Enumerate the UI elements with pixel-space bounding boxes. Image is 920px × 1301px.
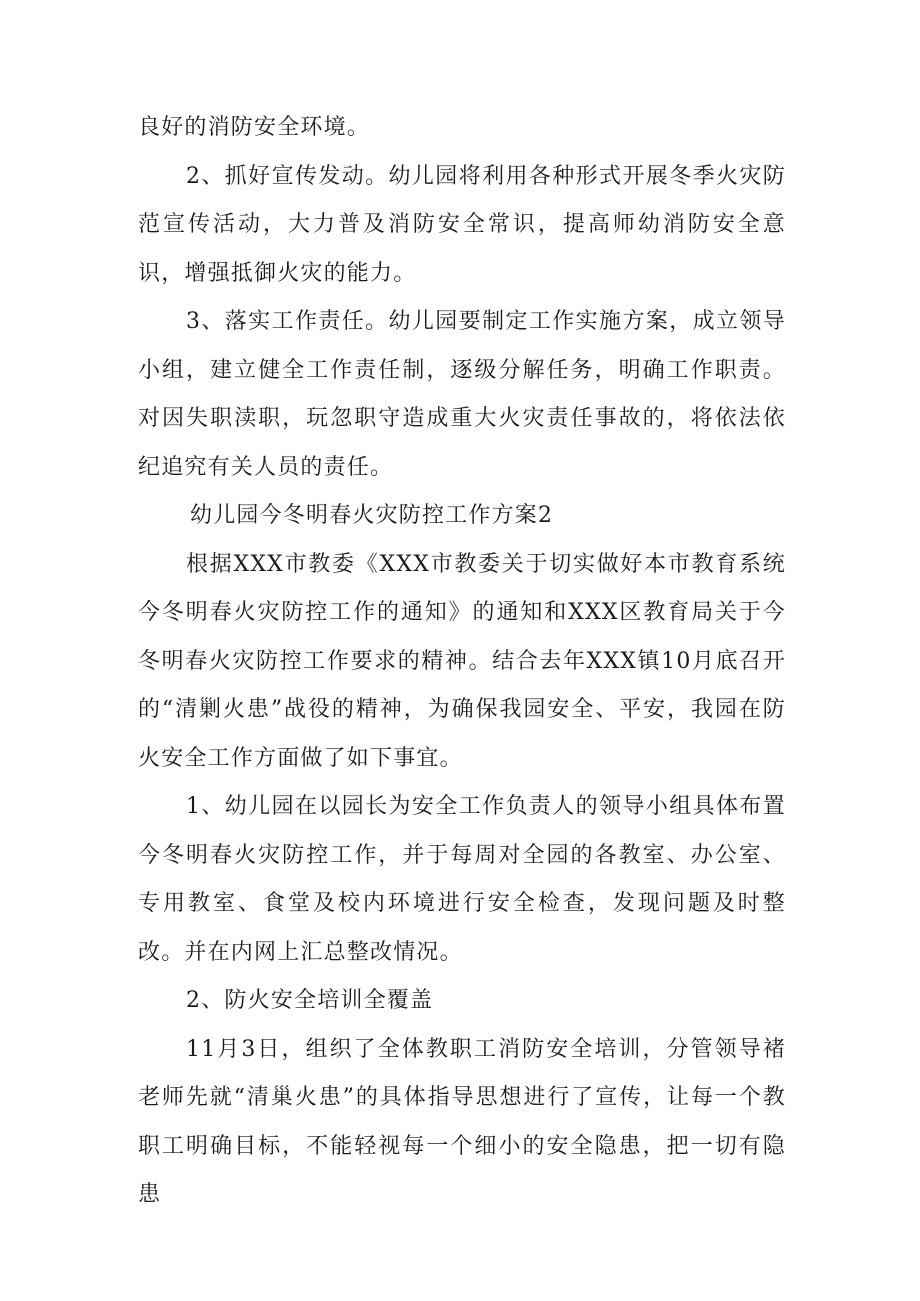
- paragraph-continuation: 良好的消防安全环境。: [138, 115, 371, 140]
- paragraph-item-2-publicity: 2、抓好宣传发动。幼儿园将利用各种形式开展冬季火灾防范宣传活动，大力普及消防安全常识，提高师幼消防安全意识，增强抵御火灾的能力。: [138, 163, 786, 286]
- paragraph-intro: 根据XXX市教委《XXX市教委关于切实做好本市教育系统今冬明春火灾防控工作的通知》的通知和XXX区教育局关于今冬明春火灾防控工作要求的精神。结合去年XXX镇10月底召开的“清剿火患”战役的精神，为确保我园安全、平安，我园在防火安全工作方面做了如下事宜。: [138, 551, 786, 771]
- paragraph-item-2-training-heading: 2、防火安全培训全覆盖: [186, 988, 434, 1013]
- paragraph-training-detail: 11月3日，组织了全体教职工消防安全培训，分管领导褚老师先就“清巢火患”的具体指导思想进行了宣传，让每一个教职工明确目标，不能轻视每一个细小的安全隐患，把一切有隐患: [138, 1036, 786, 1207]
- section-title: 幼儿园今冬明春火灾防控工作方案2: [190, 503, 554, 528]
- paragraph-item-1-leadership: 1、幼儿园在以园长为安全工作负责人的领导小组具体布置今冬明春火灾防控工作，并于每周对全园的各教室、办公室、专用教室、食堂及校内环境进行安全检查，发现问题及时整改。并在内网上汇总整改情况。: [138, 794, 786, 965]
- document-body: [138, 104, 786, 1220]
- paragraph-item-3-responsibility: 3、落实工作责任。幼儿园要制定工作实施方案，成立领导小组，建立健全工作责任制，逐级分解任务，明确工作职责。对因失职渎职，玩忽职守造成重大火灾责任事故的，将依法依纪追究有关人员的责任。: [138, 309, 786, 480]
